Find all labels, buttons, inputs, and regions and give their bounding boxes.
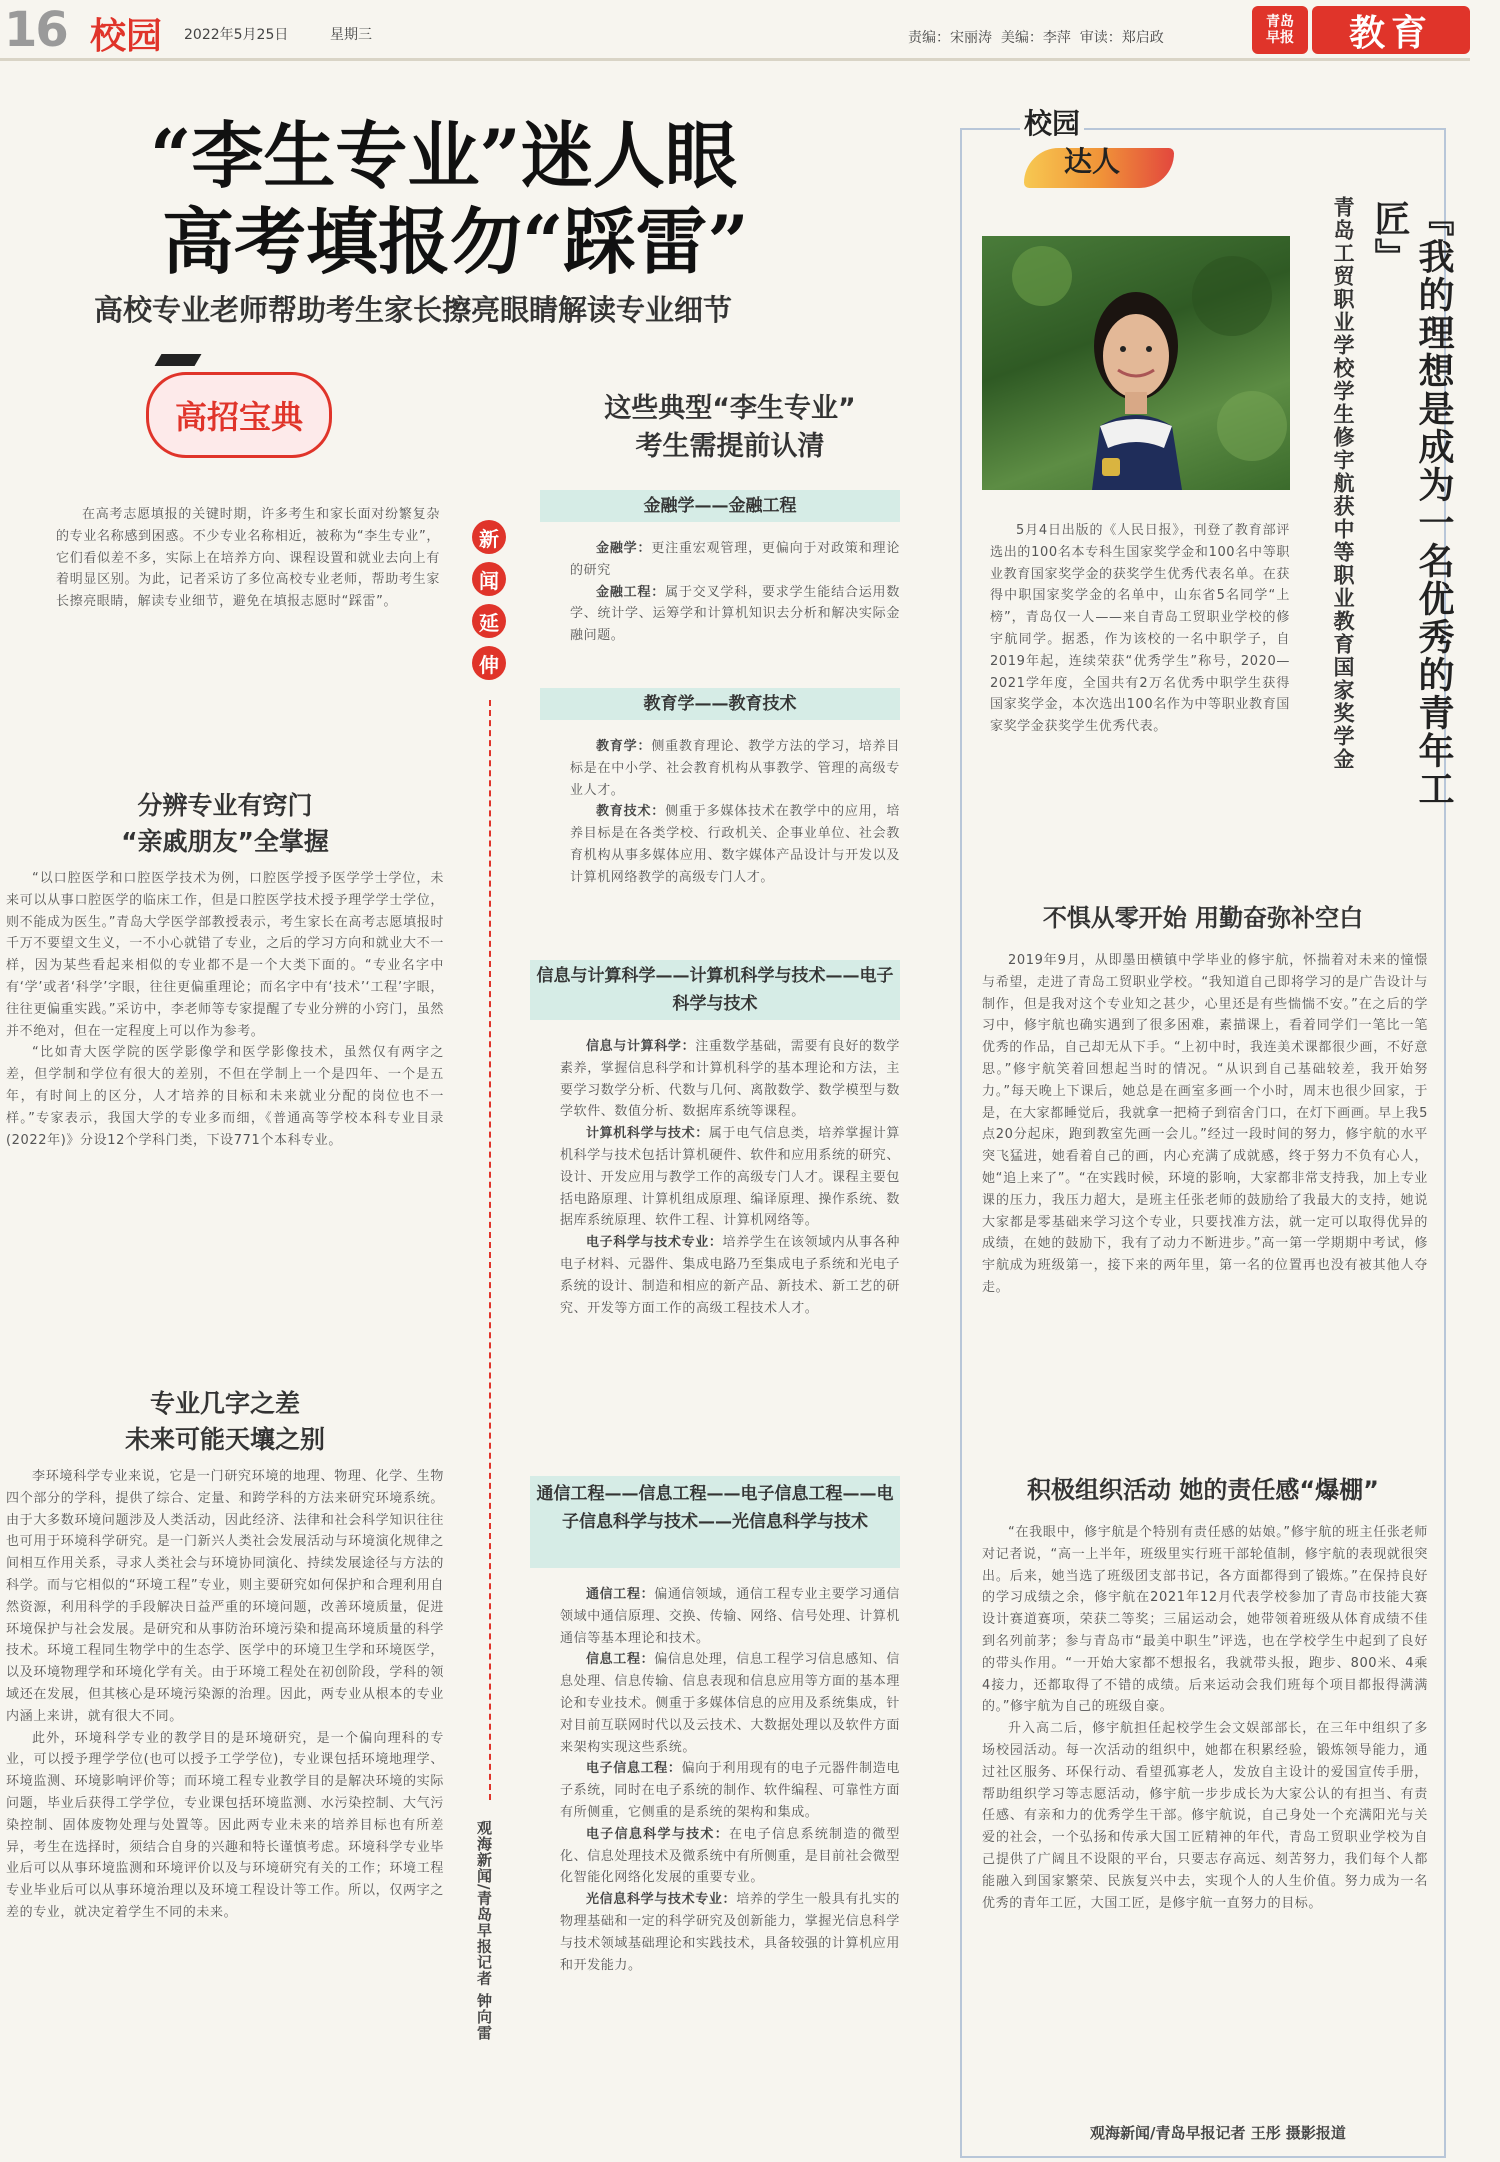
- group-item-text: 培养学生在该领域内从事各种电子材料、元器件、集成电路乃至集成电子系统和光电子系统的设计、制造和相应的新产品、新技术、新工艺的研究、开发等方面工作的高级工程技术人才。: [560, 1235, 900, 1316]
- section1-body: [6, 868, 444, 1364]
- group-item-term: 金融工程：: [596, 584, 666, 600]
- group-item-text: 培养的学生一般具有扎实的物理基础和一定的科学研究及创新能力，掌握光信息科学与技术领域基础理论和实践技术，具备较强的计算机应用和开发能力。: [560, 1892, 900, 1973]
- group-item: [560, 1824, 900, 1889]
- group-item-term: 信息工程：: [586, 1652, 655, 1668]
- group-item-term: 信息与计算科学：: [586, 1039, 696, 1054]
- group-item-term: 教育学：: [596, 739, 652, 754]
- group-item-text: 注重数学基础，需要有良好的数学素养，掌握信息科学和计算机科学的基本理论和方法，主要学习数学分析、代数与几何、离散数学、数学模型与数学软件、数值分析、数据库系统等课程。: [560, 1039, 900, 1120]
- group-item-term: 通信工程：: [586, 1587, 655, 1602]
- section1-paragraph: “以口腔医学和口腔医学技术为例，口腔医学授予医学学士学位，未来可以从事口腔医学的临床工作，但是口腔医学技术授予理学学士学位，则不能成为医生。”青岛大学医学部教授表示，考生家长在高考志愿填报时千万不要望文生义，一不小心就错了专业，之后的学习方向和就业大不一样，因为某些看起来相似的专业都不是一个大类下面的。“专业名字中有‘学’或者‘科学’字眼，往往更偏重理论；而名字中有‘技术’‘工程’字眼，往往更偏重实践。”采访中，李老师等专家提醒了专业分辨的小窍门，虽然并不绝对，但在一定程度上可以作为参考。: [6, 871, 444, 1039]
- group-item-text: 偏向于利用现有的电子元器件制造电子系统，同时在电子系统的制作、软件编程、可靠性方面有所侧重，它侧重的是系统的架构和集成。: [560, 1761, 900, 1820]
- student-portrait-icon: [982, 236, 1290, 490]
- group-item: [560, 1649, 900, 1758]
- header-rule: [0, 58, 1470, 61]
- group-item-term: 计算机科学与技术：: [586, 1126, 709, 1142]
- group-band: 教育学——教育技术: [540, 688, 900, 720]
- profile-sec2-paragraph: “在我眼中，修宇航是个特别有责任感的姑娘。”修宇航的班主任张老师对记者说，“高一上半年，班级里实行班干部轮值制，修宇航的表现就很突出。后来，她当选了班级团支部书记，各方面都得到了锻炼。”在保持良好的学习成绩之余，修宇航在2021年12月代表学校参加了青岛市技能大赛设计赛道赛项，荣获二等奖；三届运动会，她带领着班级从体育成绩不佳到名列前茅；参与青岛市“最美中职生”评选，也在学校学生中起到了良好的带头作用。“一开始大家都不想报名，我就带头报，跑步、800米、4乘4接力，还都取得了不错的成绩。后来运动会我们班每个项目都报得满满的。”修宇航为自己的班级自豪。: [982, 1525, 1428, 1715]
- profile-sec1-title: 不惧从零开始 用勤奋弥补空白: [1042, 904, 1364, 932]
- center-title-line-2: 考生需提前认清: [635, 431, 825, 462]
- group-band: 通信工程——信息工程——电子信息工程——电子信息科学与技术——光信息科学与技术: [530, 1476, 900, 1568]
- profile-intro: 5月4日出版的《人民日报》，刊登了教育部评选出的100名本专科生国家奖学金和100名中等职业教育国家奖学金的获奖学生优秀代表名单。在获得中职国家奖学金的名单中，山东省5名同学“上榜”，青岛仅一人——来自青岛工贸职业学校的修宇航同学。据悉，作为该校的一名中职学子，自2019年起，连续荣获“优秀学生”称号，2020—2021学年度，全国共有2万名优秀中职学生获得国家奖学金，本次选出100名作为中等职业教育国家奖学金获奖学生优秀代表。: [990, 523, 1290, 735]
- profile-sec1-body: [982, 950, 1428, 1446]
- profile-sec2-paragraph: 升入高二后，修宇航担任起校学生会文娱部部长，在三年中组织了多场校园活动。每一次活动的组织中，她都在积累经验，锻炼领导能力，通过社区服务、环保行动、看望孤寡老人，发放自主设计的爱国宣传手册，帮助组织学习等志愿活动，修宇航一步步成长为大家公认的有担当、有责任感、有亲和力的优秀学生干部。修宇航说，自己身处一个充满阳光与关爱的社会，一个弘扬和传承大国工匠精神的年代，青岛工贸职业学校为自己提供了广阔且不设限的平台，只要志存高远、刻苦努力，我们每个人都能融入到国家繁荣、民族复兴中去，实现个人的人生价值。努力成为一名优秀的青年工匠，大国工匠，是修宇航一直努力的目标。: [982, 1721, 1428, 1911]
- group-item-text: 属于交叉学科，要求学生能结合运用数学、统计学、运筹学和计算机知识去分析和解决实际金融问题。: [570, 584, 900, 644]
- news-extend-char: 新: [472, 520, 506, 554]
- group-item: [560, 1123, 900, 1232]
- student-photo: [982, 236, 1290, 490]
- group-item: [570, 538, 900, 582]
- campus-talent-text-1: 校园: [1020, 102, 1084, 142]
- headline-line-1: “李生专业”迷人眼: [150, 113, 737, 198]
- profile-sec2-body: [982, 1522, 1428, 2116]
- group-item-text: 侧重于多媒体技术在教学中的应用，培养目标是在各类学校、行政机关、企事业单位、社会教育机构从事多媒体应用、数字媒体产品设计与开发以及计算机网络教学的高级专门人才。: [570, 804, 900, 885]
- group-item-term: 电子信息工程：: [586, 1761, 682, 1777]
- group-body: [570, 538, 900, 678]
- group-item: [560, 1758, 900, 1823]
- brand-badge-text: 青岛 早报: [1266, 14, 1294, 46]
- profile-sec1-paragraph: 2019年9月，从即墨田横镇中学毕业的修宇航，怀揣着对未来的憧憬与希望，走进了青岛工贸职业学校。“我知道自己即将学习的是广告设计与制作，但是我对这个专业知之甚少，心里还是有些惴惴不安。”在之后的学习中，修宇航也确实遇到了很多困难，素描课上，看着同学们一笔比一笔优秀的作品，自己却无从下手。“上初中时，我连美术课都很少画，不好意思。”修宇航笑着回想起当时的情况。“从识到自己基础较差，我开始努力。”每天晚上下课后，她总是在画室多画一个小时，周末也很少回家，于是，在大家都睡觉后，我就拿一把椅子到宿舍门口，在灯下画画。早上我5点20分起床，跑到教室先画一会儿。”经过一段时间的努力，修宇航的水平突飞猛进，她看着自己的画，内心充满了成就感，终于努力不负有心人，她“追上来了”。“在实践时候，环境的影响，大家都非常支持我，加上专业课的压力，我压力超大，是班主任张老师的鼓励给了我最大的支持，她说大家都是零基础来学习这个专业，只要找准方法，就一定可以取得优异的成绩，在她的鼓励下，我有了动力不断进步。”高一第一学期期中考试，修宇航成为班级第一，接下来的两年里，第一名的位置再也没有被其他人夺走。: [982, 953, 1428, 1295]
- section2-paragraph: 李环境科学专业来说，它是一门研究环境的地理、物理、化学、生物四个部分的学科，提供了综合、定量、和跨学科的方法来研究环境系统。由于大多数环境问题涉及人类活动，因此经济、法律和社会科学知识往往也可用于环境科学研究。是一门新兴人类社会发展活动与环境演化规律之间相互作用关系，寻求人类社会与环境协同演化、持续发展途径与方法的科学。而与它相似的“环境工程”专业，则主要研究如何保护和合理利用自然资源，利用科学的手段解决日益严重的环境问题，改善环境质量，促进环境保护与社会发展。是研究和从事防治环境污染和提高环境质量的科学技术。环境工程同生物学中的生态学、医学中的环境卫生学和环境医学，以及环境物理学和环境化学有关。由于环境工程处在初创阶段，学科的领域还在发展，但其核心是环境污染源的治理。因此，两专业从根本的专业内涵上来讲，就有很大不同。: [6, 1469, 444, 1724]
- gaozhao-badge-text: 高招宝典: [174, 398, 303, 436]
- intro-paragraph: 在高考志愿填报的关键时期，许多考生和家长面对纷繁复杂的专业名称感到困惑。不少专业名称相近，被称为“李生专业”，它们看似差不多，实际上在培养方向、课程设置和就业去向上有着明显区别。为此，记者采访了多位高校专业老师，帮助考生家长擦亮眼睛，解读专业细节，避免在填报志愿时“踩雷”。: [56, 507, 440, 610]
- section1-title-line-1: 分辨专业有窍门: [137, 791, 313, 820]
- campus-talent-badge: [1004, 98, 1204, 204]
- profile-sec2-title: 积极组织活动 她的责任感“爆棚”: [1027, 1476, 1379, 1504]
- news-extend-char: 闻: [472, 562, 506, 596]
- group-item-text: 偏信息处理，信息工程学习信息感知、信息处理、信息传输、信息表现和信息应用等方面的基本理论和专业技术。侧重于多媒体信息的应用及系统集成，针对目前互联网时代以及云技术、大数据处理以及软件方面来架构实现这些系统。: [560, 1652, 900, 1755]
- group-body: [560, 1584, 900, 2156]
- group-item-term: 光信息科学与技术专业：: [586, 1892, 737, 1908]
- profile-byline: 观海新闻/青岛早报记者 王彤 摄影报道: [1090, 2124, 1346, 2142]
- section1-title-line-2: “亲戚朋友”全掌握: [121, 827, 329, 856]
- issue-weekday: 星期三: [330, 27, 372, 43]
- gaozhao-badge-frame: [146, 372, 332, 458]
- campus-talent-text-2: 达人: [1064, 145, 1121, 178]
- section-name: 校园: [90, 15, 163, 57]
- group-item: [560, 1232, 900, 1319]
- editor-credits: 责编：宋丽涛 美编：李萍 审读：郑启政: [908, 30, 1164, 46]
- group-item: [570, 736, 900, 801]
- news-extend-char: 伸: [472, 646, 506, 680]
- group-item: [570, 582, 900, 647]
- section1-paragraph: “比如青大医学院的医学影像学和医学影像技术，虽然仅有两字之差，但学制和学位有很大的差别，不但在学制上一个是四年、一个是五年，有时间上的区分，人才培养的目标和未来就业分配的岗位也不一样。”专家表示，我国大学的专业多而细，《普通高等学校本科专业目录(2022年)》分设12个学科门类，下设771个本科专业。: [6, 1045, 444, 1148]
- page-header: [0, 0, 1500, 62]
- byline-vertical: 观海新闻/青岛早报记者 钟向雷: [475, 1820, 493, 2041]
- group-item-text: 偏通信领域，通信工程专业主要学习通信领域中通信原理、交换、传输、网络、信号处理、计算机通信等基本理论和技术。: [560, 1587, 900, 1646]
- page-number: 16: [4, 2, 67, 58]
- section2-paragraph: 此外，环境科学专业的教学目的是环境研究，是一个偏向理科的专业，可以授予理学学位(也可以授予工学学位)，专业课包括环境地理学、环境监测、环境影响评价等；而环境工程专业教学目的是解决环境的实际问题，毕业后获得工学学位，专业课包括环境监测、水污染控制、大气污染控制、固体废物处理与处置等。因此两专业未来的培养目标也有所差异，考生在选择时，须结合自身的兴趣和特长谨慎考虑。环境科学专业毕业后可以从事环境监测和环境评价以及与环境研究有关的工作；环境工程专业毕业后可以从事环境治理以及环境工程设计等工作。所以，仅两字之差的专业，就决定着学生不同的未来。: [6, 1730, 444, 1920]
- group-item-text: 更注重宏观管理，更偏向于对政策和理论的研究: [570, 541, 900, 578]
- group-body: [570, 736, 900, 954]
- group-band: 金融学——金融工程: [540, 490, 900, 522]
- group-item-term: 电子信息科学与技术：: [586, 1826, 730, 1842]
- channel-title-text: 教育: [1348, 11, 1433, 54]
- headline-subtitle: 高校专业老师帮助考生家长擦亮眼睛解读专业细节: [94, 293, 733, 327]
- section2-title-line-2: 未来可能天壤之别: [124, 1425, 325, 1454]
- group-item-term: 金融学：: [596, 541, 652, 556]
- group-item: [570, 801, 900, 888]
- profile-vertical-subtitle: 青岛工贸职业学校学生修宇航获中等职业教育国家奖学金: [1331, 196, 1355, 771]
- group-item: [560, 1584, 900, 1649]
- section2-body: [6, 1466, 444, 2156]
- group-item-text: 侧重教育理论、教学方法的学习，培养目标是在中小学、社会教育机构从事教学、管理的高级专业人才。: [570, 739, 900, 798]
- group-item-text: 在电子信息系统制造的微型化、信息处理技术及微系统中有所侧重，是目前社会微型化智能化网络化发展的重要专业。: [560, 1826, 900, 1886]
- profile-vertical-title: 『我的理想是成为一名优秀的青年工匠』: [1369, 200, 1455, 808]
- group-item-text: 属于电气信息类，培养掌握计算机科学与技术包括计算机硬件、软件和应用系统的研究、设计、开发应用与教学工作的高级专门人才。课程主要包括电路原理、计算机组成原理、编译原理、操作系统、数据库系统原理、软件工程、计算机网络等。: [560, 1126, 900, 1229]
- gaozhao-badge: [142, 350, 332, 468]
- news-extend-badge: [472, 520, 508, 680]
- brand-badge: [1252, 6, 1308, 54]
- news-extend-char: 延: [472, 604, 506, 638]
- group-body: [560, 1036, 900, 1456]
- group-item-term: 电子科学与技术专业：: [586, 1235, 723, 1251]
- column-divider: [489, 700, 491, 1800]
- center-title-line-1: 这些典型“李生专业”: [604, 393, 856, 424]
- headline-line-2: 高考填报勿“踩雷”: [162, 199, 749, 284]
- group-band: 信息与计算科学——计算机科学与技术——电子科学与技术: [530, 960, 900, 1020]
- section2-title-line-1: 专业几字之差: [149, 1389, 300, 1418]
- group-item: [560, 1889, 900, 1976]
- group-item-term: 教育技术：: [596, 804, 666, 820]
- group-item: [560, 1036, 900, 1123]
- issue-date: 2022年5月25日: [184, 27, 289, 43]
- channel-title: [1312, 6, 1470, 54]
- graduation-cap-icon: [155, 354, 202, 366]
